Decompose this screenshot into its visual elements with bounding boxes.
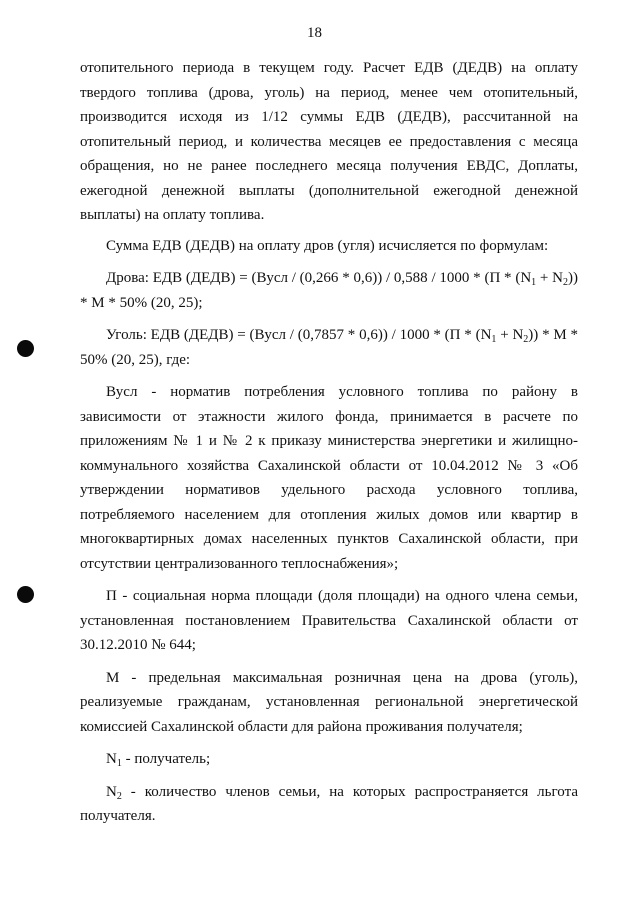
text-run: + N: [536, 270, 563, 286]
subscript-index: 1: [116, 758, 122, 769]
text-run: М - предельная максимальная розничная цена на дрова (уголь), реализуемые гражданам, установленная региональной энергетической комиссией Сахалинской области для района проживания получателя;: [80, 669, 578, 735]
subscript-index: 2: [563, 277, 568, 288]
subscript-index: 2: [116, 790, 122, 802]
subscript-index: 1: [531, 277, 537, 288]
formula-firewood: [80, 266, 578, 315]
paragraph-heating-period: [80, 56, 578, 228]
paragraph-formula-intro: [80, 234, 578, 259]
definition-n1: [80, 747, 578, 772]
text-run: )) * М * 50% (20, 25);: [80, 270, 578, 311]
text-run: + N: [496, 327, 524, 343]
text-run: N: [106, 751, 117, 767]
text-run: отопительного периода в текущем году. Расчет ЕДВ (ДЕДВ) на оплату твердого топлива (дрова, уголь) на период, менее чем отопительный, производится исходя из 1/12 суммы ЕДВ (ДЕДВ), рассчитанной на отопительный период, и количества месяцев ее предоставления с месяца обращения, но не ранее последнего месяца получения ЕВДС, Доплаты, ежегодной денежной выплаты (дополнительной ежегодной денежной выплаты) на оплату топлива.: [80, 60, 578, 223]
text-run: Вусл - норматив потребления условного топлива по району в зависимости от этажности жилого фонда, принимается в расчете по приложениям № 1 и № 2 к приказу министерства энергетики и жилищно-коммунального хозяйства Сахалинской области от 10.04.2012 № 3 «Об утверждении нормативов удельного расхода условного топлива, потребляемого населением для отопления жилых домов или квартир в многоквартирных домах населенных пунктов Сахалинской области, при отсутствии централизованного теплоснабжения»;: [80, 384, 578, 572]
text-run: - получатель;: [121, 751, 211, 767]
text-run: N: [106, 783, 117, 800]
text-run: Дрова: ЕДВ (ДЕДВ) = (Вусл / (0,266 * 0,6)) / 0,588 / 1000 * (П * (N: [106, 270, 532, 286]
punch-hole-mark: [17, 586, 34, 603]
text-run: Уголь: ЕДВ (ДЕДВ) = (Вусл / (0,7857 * 0,6)) / 1000 * (П * (N: [106, 327, 492, 343]
definition-n2: [80, 780, 578, 829]
text-run: - количество членов семьи, на которых распространяется льгота получателя.: [80, 783, 578, 824]
definition-vusl: [80, 380, 578, 576]
text-run: )) * М * 50% (20, 25), где:: [80, 327, 579, 368]
text-run: Сумма ЕДВ (ДЕДВ) на оплату дров (угля) исчисляется по формулам:: [106, 237, 549, 254]
formula-coal: [80, 323, 578, 372]
text-run: П - социальная норма площади (доля площади) на одного члена семьи, установленная постановлением Правительства Сахалинской области от 30.12.2010 № 644;: [80, 588, 578, 653]
definition-p: [80, 584, 578, 658]
subscript-index: 1: [491, 334, 497, 345]
definition-m: [80, 666, 578, 740]
document-body: [80, 56, 578, 829]
punch-hole-mark: [17, 340, 34, 357]
page-number: 18: [307, 25, 322, 41]
subscript-index: 2: [523, 334, 529, 345]
